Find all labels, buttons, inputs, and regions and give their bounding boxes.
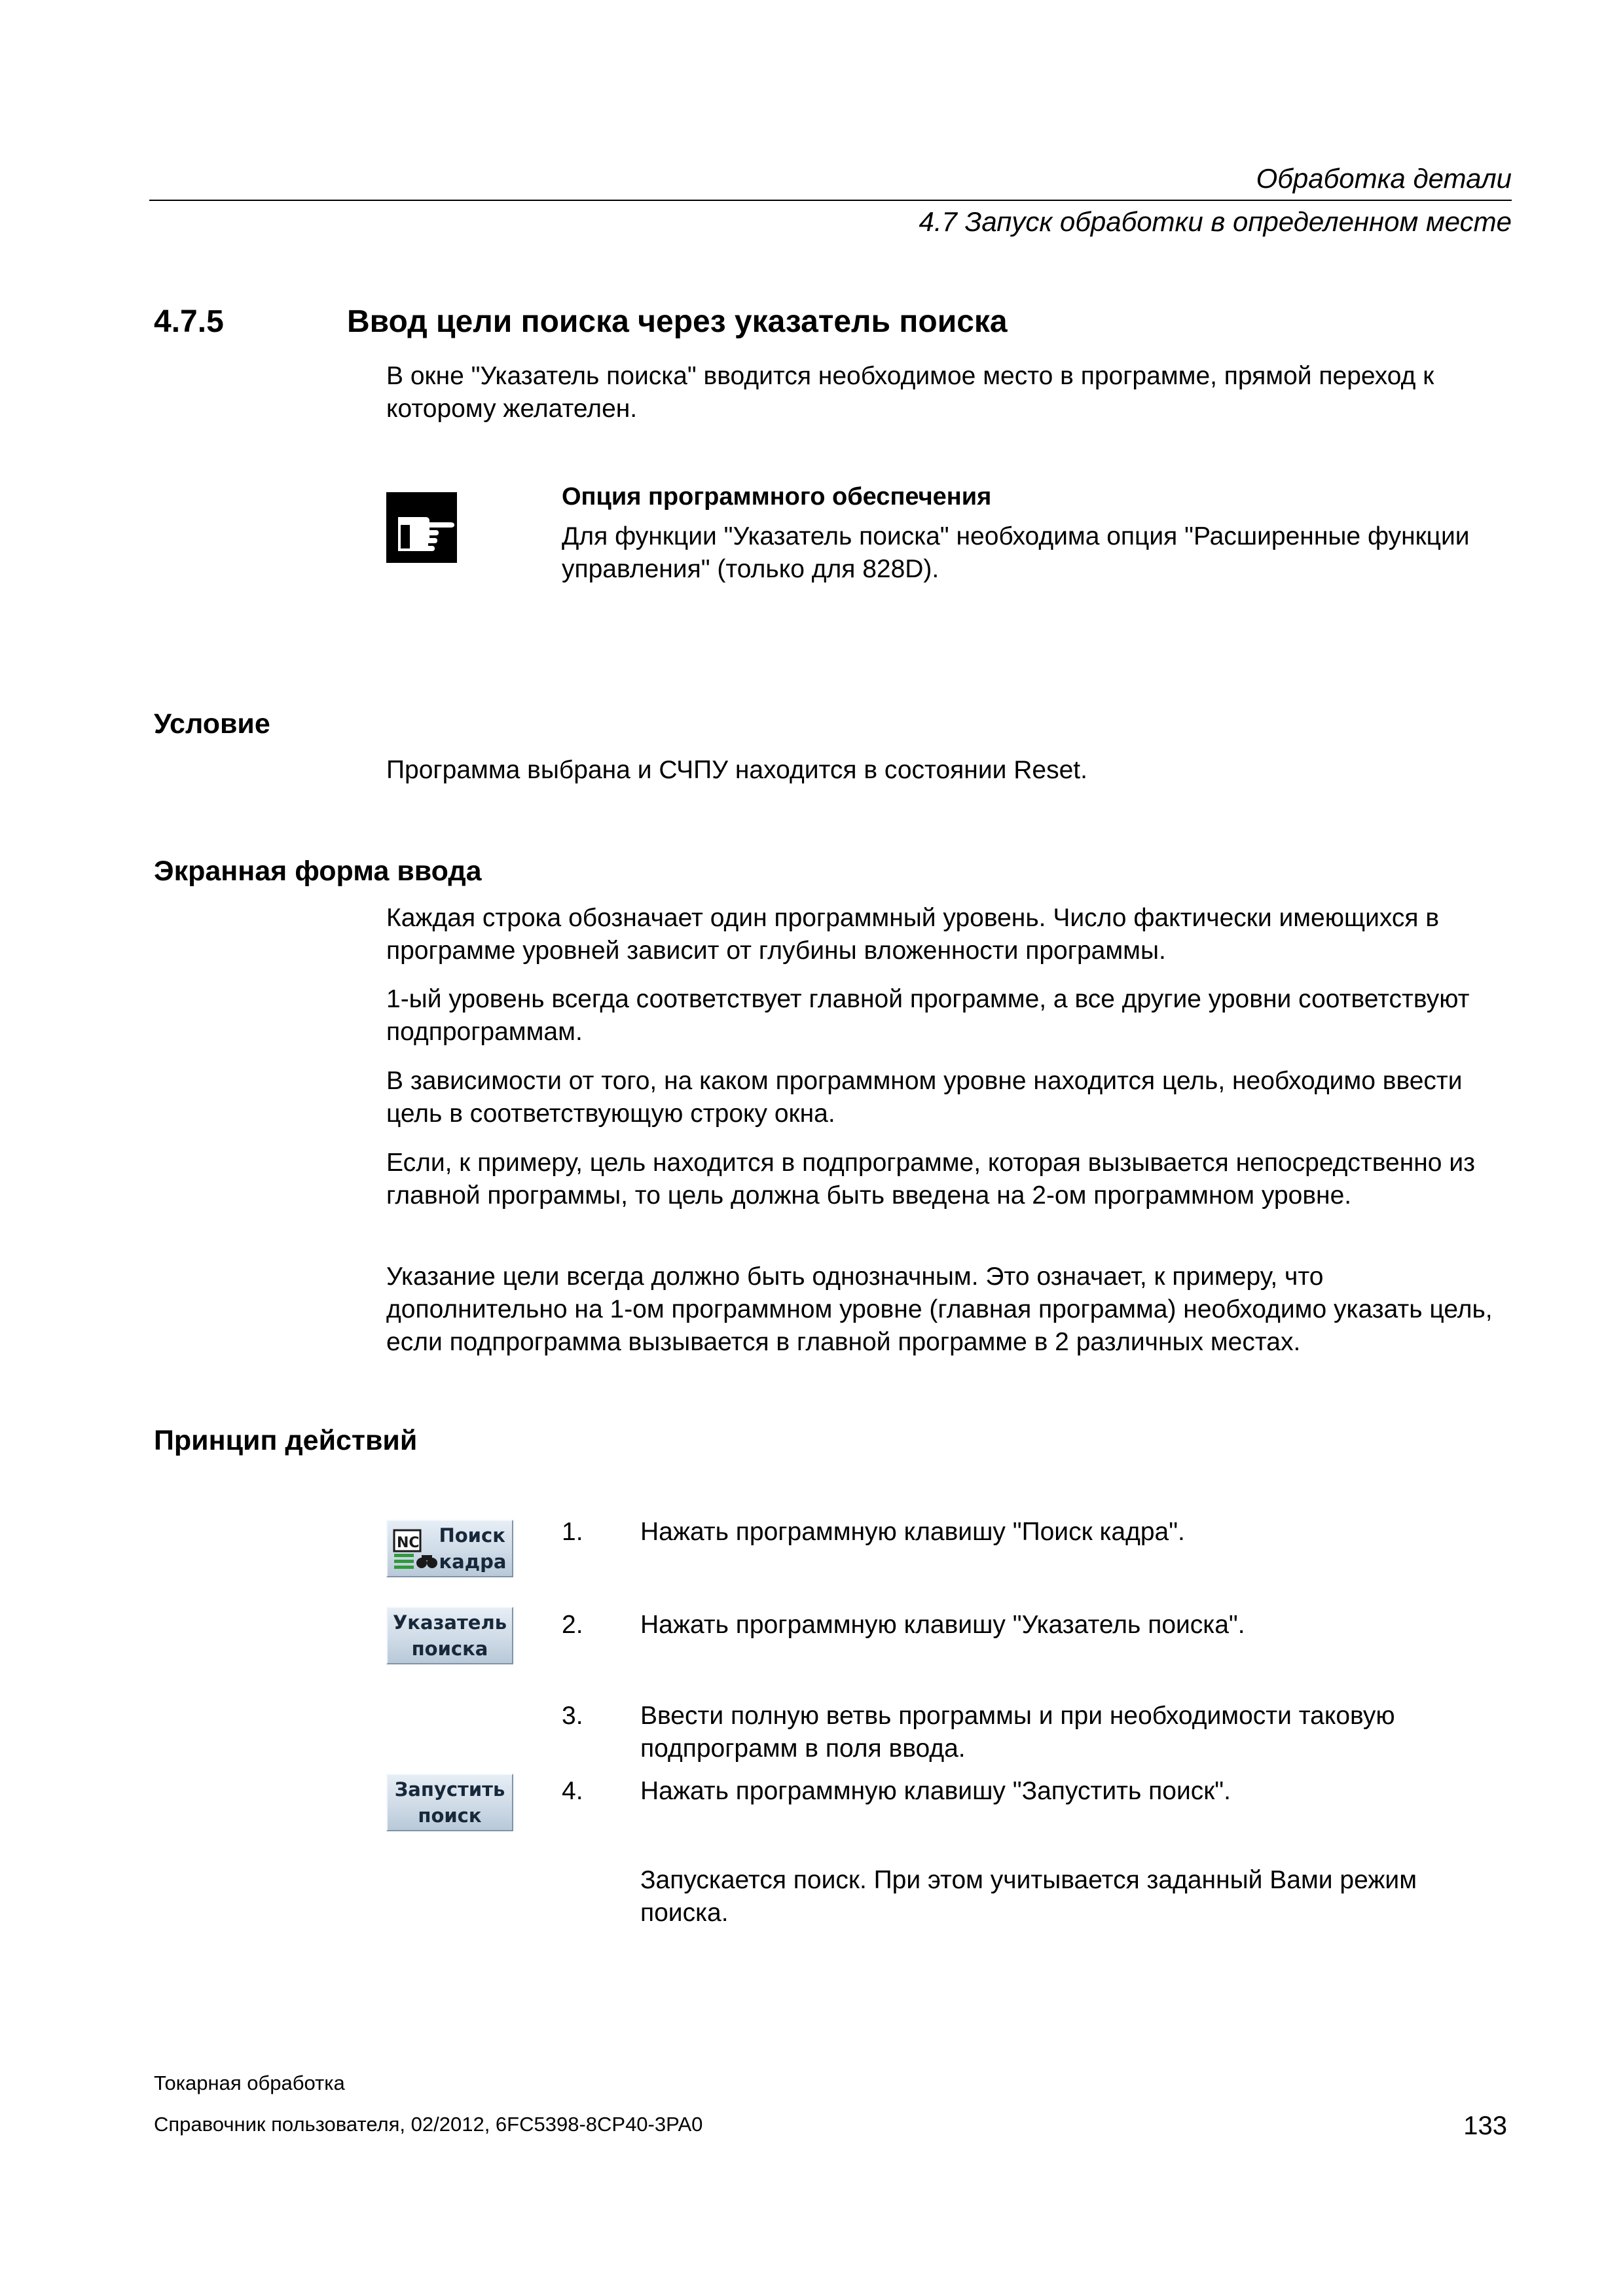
page-number: 133: [1463, 2111, 1507, 2140]
input-form-paragraph: Каждая строка обозначает один программный уровень. Число фактически имеющихся в программе уровней зависит от глубины вложенности программы.: [386, 904, 1440, 965]
step-text: Ввести полную ветвь программы и при необходимости таковую подпрограмм в поля ввода.: [640, 1702, 1395, 1763]
note-text: Для функции "Указатель поиска" необходима опция "Расширенные функции управления" (только для 828D).: [562, 522, 1470, 583]
input-form-heading: Экранная форма ввода: [154, 855, 482, 887]
condition-text: Программа выбрана и СЧПУ находится в состоянии Reset.: [386, 756, 1087, 784]
step-text: Нажать программную клавишу "Запустить поиск".: [640, 1777, 1231, 1805]
nc-block-search-icon: [393, 1529, 440, 1572]
svg-text:NC: NC: [397, 1535, 420, 1551]
procedure-heading: Принцип действий: [154, 1425, 418, 1456]
softkey-start-search-label: Запустить поиск: [394, 1778, 505, 1827]
step-text: Нажать программную клавишу "Указатель поиска".: [640, 1611, 1245, 1639]
step-result: Запускается поиск. При этом учитывается заданный Вами режим поиска.: [640, 1866, 1417, 1927]
condition-heading: Условие: [154, 708, 270, 740]
section-number: 4.7.5: [154, 304, 224, 339]
header-rule: [149, 200, 1512, 201]
running-header-chapter: Обработка детали: [1256, 163, 1512, 194]
footer-product: Токарная обработка: [154, 2072, 345, 2094]
step-number: 1.: [562, 1518, 583, 1546]
softkey-block-search[interactable]: [386, 1520, 513, 1577]
footer-doc-info: Справочник пользователя, 02/2012, 6FC5398-8CP40-3PA0: [154, 2113, 703, 2136]
step-number: 2.: [562, 1611, 583, 1639]
step-number: 4.: [562, 1777, 583, 1805]
running-header-section: 4.7 Запуск обработки в определенном месте: [919, 206, 1512, 237]
input-form-paragraph: Если, к примеру, цель находится в подпрограмме, которая вызывается непосредственно из главной программы, то цель должна быть введена на 2-ом программном уровне.: [386, 1149, 1476, 1210]
softkey-search-pointer[interactable]: [386, 1607, 513, 1664]
softkey-search-pointer-label: Указатель поиска: [392, 1611, 507, 1660]
softkey-start-search[interactable]: [386, 1774, 513, 1831]
step-number: 3.: [562, 1702, 583, 1730]
softkey-block-search-label: Поиск кадра: [439, 1524, 507, 1573]
section-title: Ввод цели поиска через указатель поиска: [347, 304, 1008, 339]
note-title: Опция программного обеспечения: [562, 483, 992, 511]
input-form-paragraph: В зависимости от того, на каком программном уровне находится цель, необходимо ввести цель в соответствующую строку окна.: [386, 1067, 1463, 1128]
input-form-paragraph: 1-ый уровень всегда соответствует главной программе, а все другие уровни соответствуют подпрограммам.: [386, 985, 1470, 1046]
step-text: Нажать программную клавишу "Поиск кадра".: [640, 1518, 1185, 1546]
input-form-paragraph: Указание цели всегда должно быть однозначным. Это означает, к примеру, что дополнительно на 1-ом программном уровне (главная программа) необходимо указать цель, если подпрограмма вызывается в главной программе в 2 различных местах.: [386, 1263, 1493, 1356]
pointing-hand-icon: [386, 492, 457, 563]
section-intro: В окне "Указатель поиска" вводится необходимое место в программе, прямой переход к которому желателен.: [386, 362, 1434, 423]
